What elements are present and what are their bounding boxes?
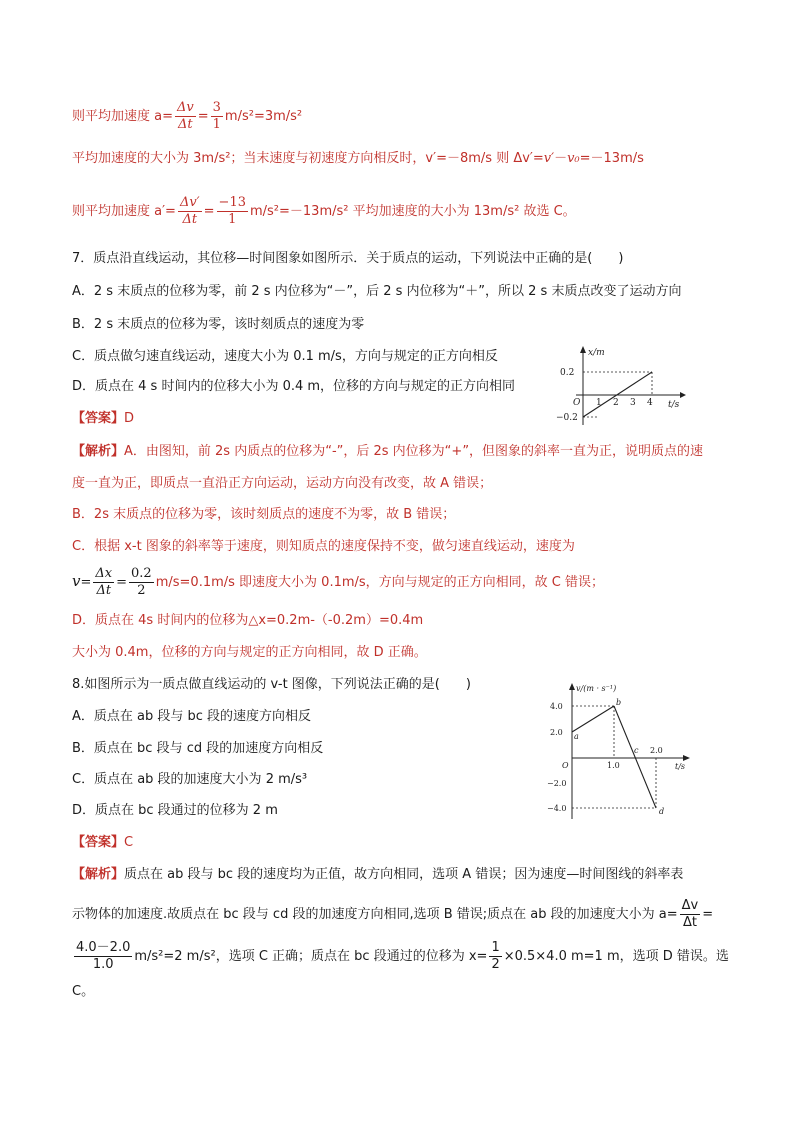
velocity-symbol: v′ — [543, 151, 555, 166]
q7-expl-7: 大小为 0.4m，位移的方向与规定的正方向相同，故 D 正确。 — [72, 645, 427, 660]
equals-sign: = — [116, 575, 128, 590]
q8-point-a: a — [574, 732, 579, 741]
q8-x-arrow — [683, 755, 690, 761]
numerator: Δv′ — [179, 195, 200, 210]
fraction-dv-dt — [178, 195, 202, 228]
text-segment: m/s²=2 m/s²，选项 C 正确；质点在 bc 段通过的位移为 x= — [134, 949, 488, 964]
q8-expl-3 — [72, 940, 729, 973]
q7-expl-3: B．2s 末质点的位移为零，该时刻质点的速度不为零，故 B 错误； — [72, 507, 456, 522]
answer-value: C — [124, 835, 134, 850]
fraction-minus13-1 — [217, 195, 248, 228]
denominator: 1 — [212, 117, 221, 132]
q8-tick-x2: 2.0 — [650, 746, 663, 755]
q7-x-arrow — [680, 392, 686, 398]
q7-tick-2: 2 — [613, 398, 619, 408]
equals-sign: = — [702, 907, 714, 922]
q7-expl-1 — [72, 443, 703, 461]
q7-x-label: t/s — [668, 400, 680, 410]
denominator: Δt — [178, 117, 193, 132]
fraction-dx-dt — [93, 566, 114, 599]
q8-tick-neg2: −2.0 — [547, 779, 567, 788]
q8-segment-bd — [614, 706, 656, 808]
q8-option-a: A．质点在 ab 段与 bc 段的速度方向相反 — [72, 709, 312, 724]
q8-tick-4: 4.0 — [550, 702, 563, 711]
numerator: 0.2 — [131, 566, 152, 581]
q7-option-d: D．质点在 4 s 时间内的位移大小为 0.4 m，位移的方向与规定的正方向相同 — [72, 379, 516, 394]
q7-expl-2: 度一直为正，即质点一直沿正方向运动，运动方向没有改变，故 A 错误； — [72, 476, 493, 491]
equals-sign: = — [203, 204, 215, 219]
explanation-tag: 【解析】 — [72, 444, 125, 459]
q8-tick-2: 2.0 — [550, 728, 563, 737]
answer-value: D — [124, 411, 135, 426]
text-segment: m/s²=3m/s² — [224, 109, 303, 124]
answer-tag: 【答案】 — [72, 411, 125, 426]
explanation-tag: 【解析】 — [72, 867, 125, 882]
equals-sign: = — [197, 109, 209, 124]
text-segment: ×0.5×4.0 m=1 m，选项 D 错误。选 — [503, 949, 729, 964]
denominator: 1 — [228, 212, 237, 227]
q8-stem: 8.如图所示为一质点做直线运动的 v-t 图像，下列说法正确的是( ) — [72, 677, 471, 692]
numerator: −13 — [218, 195, 246, 210]
q7-tick-0-2: 0.2 — [560, 368, 575, 378]
q7-tick-neg-0-2: −0.2 — [556, 413, 578, 423]
q7-y-arrow — [580, 346, 586, 353]
text-segment: 示物体的加速度.故质点在 bc 段与 cd 段的加速度方向相同,选项 B 错误;质点在 ab 段的加速度大小为 a= — [72, 907, 678, 922]
denominator: 2 — [491, 957, 500, 972]
denominator: 2 — [137, 583, 146, 598]
q7-xt-graph — [556, 343, 686, 428]
q8-y-label: v/(m · s⁻¹) — [576, 684, 617, 693]
avg-accel-line-2 — [72, 150, 644, 168]
fraction-0-2-over-2 — [129, 566, 154, 599]
q8-vt-graph — [544, 681, 694, 821]
avg-accel-line-1 — [72, 100, 302, 133]
q8-tick-x1: 1.0 — [607, 761, 620, 770]
fraction-half — [489, 940, 501, 973]
explanation-text: 质点在 ab 段与 bc 段的速度均为正值，故方向相同，选项 A 错误；因为速度—时间图线的斜率表 — [124, 867, 684, 882]
q8-expl-2 — [72, 898, 713, 931]
fraction-dv-dt — [680, 898, 701, 931]
q7-stem: 7．质点沿直线运动，其位移—时间图象如图所示．关于质点的运动，下列说法中正确的是( ) — [72, 251, 624, 266]
q7-tick-4: 4 — [647, 398, 653, 408]
numerator: 4.0－2.0 — [76, 940, 131, 955]
q7-expl-6: D．质点在 4s 时间内的位移为△x=0.2m-（-0.2m）=0.4m — [72, 613, 424, 628]
denominator: Δt — [96, 583, 112, 598]
avg-accel-line-3 — [72, 195, 576, 228]
q7-option-a: A．2 s 末质点的位移为零，前 2 s 内位移为“－”，后 2 s 内位移为“＋”，所以 2 s 末质点改变了运动方向 — [72, 284, 682, 299]
numerator: Δx — [95, 566, 113, 581]
numerator: Δv — [681, 898, 699, 913]
text-segment: 则平均加速度 a= — [72, 109, 173, 124]
q8-tick-neg4: −4.0 — [547, 804, 567, 813]
velocity-symbol: v — [72, 572, 81, 590]
fraction-3-1 — [211, 100, 223, 133]
minus-sign: － — [554, 151, 568, 166]
denominator: Δt — [682, 915, 697, 930]
q8-y-arrow — [569, 683, 575, 690]
fraction-accel — [74, 940, 132, 973]
q7-origin: O — [573, 398, 581, 408]
q8-x-label: t/s — [675, 762, 686, 771]
text-segment: =－13m/s — [579, 151, 644, 166]
q8-point-d: d — [659, 807, 665, 816]
q7-expl-5 — [72, 566, 604, 599]
q7-answer — [72, 410, 134, 428]
fraction-dv-dt — [175, 100, 196, 133]
denominator: 1.0 — [92, 957, 114, 972]
equals-sign: = — [80, 575, 92, 590]
q7-y-label: x/m — [588, 348, 605, 358]
text-segment: 则平均加速度 a′= — [72, 204, 176, 219]
q7-tick-1: 1 — [596, 398, 602, 408]
q7-expl-4: C．根据 x-t 图象的斜率等于速度，则知质点的速度保持不变，做匀速直线运动，速度为 — [72, 539, 575, 554]
q8-answer — [72, 834, 133, 852]
q8-option-b: B．质点在 bc 段与 cd 段的加速度方向相反 — [72, 741, 324, 756]
numerator: 1 — [491, 940, 500, 955]
q8-expl-4: C。 — [72, 984, 95, 999]
q8-origin: O — [562, 761, 569, 770]
q8-expl-1 — [72, 866, 683, 884]
explanation-text: A．由图知，前 2s 内质点的位移为“-”，后 2s 内位移为“+”，但图象的斜率一直为正，说明质点的速 — [124, 444, 704, 459]
denominator: Δt — [182, 212, 198, 227]
q7-option-b: B．2 s 末质点的位移为零，该时刻质点的速度为零 — [72, 317, 365, 332]
q7-option-c: C．质点做匀速直线运动，速度大小为 0.1 m/s，方向与规定的正方向相反 — [72, 349, 498, 364]
text-segment: m/s²=－13m/s² 平均加速度的大小为 13m/s² 故选 C。 — [249, 204, 576, 219]
q8-segment-ab — [572, 706, 614, 732]
q8-point-c: c — [634, 746, 639, 755]
q8-option-d: D．质点在 bc 段通过的位移为 2 m — [72, 803, 278, 818]
q7-tick-3: 3 — [630, 398, 636, 408]
numerator: Δv — [177, 100, 194, 115]
answer-tag: 【答案】 — [72, 835, 125, 850]
initial-velocity-symbol: v₀ — [567, 151, 580, 166]
numerator: 3 — [212, 100, 221, 115]
text-segment: m/s=0.1m/s 即速度大小为 0.1m/s，方向与规定的正方向相同，故 C 错误； — [155, 575, 605, 590]
text-segment: 平均加速度的大小为 3m/s²；当末速度与初速度方向相反时，v′=－8m/s 则 Δv′= — [72, 151, 544, 166]
q8-option-c: C．质点在 ab 段的加速度大小为 2 m/s³ — [72, 772, 308, 787]
q8-point-b: b — [616, 698, 622, 707]
